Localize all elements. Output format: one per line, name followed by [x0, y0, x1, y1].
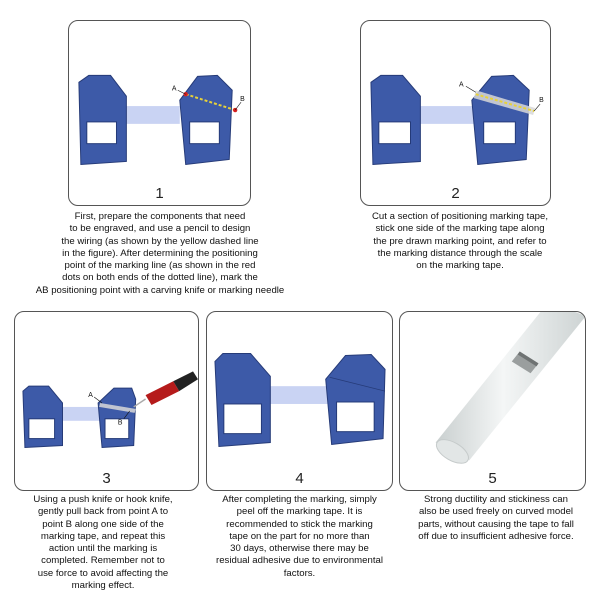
red-dot-b [233, 108, 237, 112]
step-1-caption: First, prepare the components that need to be engraved, and use a pencil to design the wiring (as shown by the yellow dashed line in the figure). After determining the positioning point of the marking line (as shown in the red dots on both ends of the dotted line), mark the AB positioning point with a carving knife or marking needle [35, 211, 285, 296]
step-2-illustration [361, 21, 550, 205]
label-b: B [539, 97, 544, 105]
step-2-panel [360, 20, 551, 206]
right-part-window [337, 402, 375, 432]
connector-bridge [61, 407, 101, 421]
step-number: 3 [102, 470, 111, 487]
step-1-illustration [69, 21, 250, 205]
right-part-window [190, 122, 220, 144]
step-number: 5 [488, 470, 497, 487]
knife-handle-red [146, 381, 180, 405]
left-part-window [379, 122, 411, 144]
leader-b [534, 104, 540, 111]
step-5-caption: Strong ductility and stickiness can also be used freely on curved model parts, without causing the tape to fall off due to insufficient adhesive force. [418, 494, 574, 542]
leader-a [178, 90, 186, 94]
step-5-illustration [400, 312, 585, 490]
label-b: B [240, 96, 245, 104]
connector-bridge [266, 386, 331, 404]
right-part-window [484, 122, 516, 144]
label-a: A [458, 81, 464, 89]
label-a: A [88, 392, 93, 400]
right-part [472, 75, 529, 164]
leader-b [235, 102, 241, 110]
step-3-panel [14, 311, 199, 491]
step-1-panel [68, 20, 251, 206]
red-dot-a [184, 92, 188, 96]
step-4-caption: After completing the marking, simply peel off the marking tape. It is recommended to stick the marking tape on the part for no more than 30 days, otherwise there may be residual adhesive due to environmental factors. [216, 494, 383, 579]
label-b: B [117, 419, 123, 427]
left-part-window [87, 122, 117, 144]
step-4-panel [206, 311, 393, 491]
leader-a [466, 86, 476, 92]
step-3-caption: Using a push knife or hook knife, gently pull back from point A to point B along one side of the marking tape, and repeat this action until the marking is completed. Remember not to use force to avoid affecting the marking effect. [33, 494, 173, 592]
step-number: 1 [155, 185, 164, 202]
step-5-panel [399, 311, 586, 491]
step-2-caption: Cut a section of positioning marking tape, stick one side of the marking tape along the pre drawn marking point, and refer to the marking distance through the scale on the marking tape. [372, 211, 548, 272]
connector-bridge [120, 106, 179, 124]
connector-bridge [415, 106, 476, 124]
right-part-window [105, 419, 129, 439]
left-part-window [29, 419, 55, 439]
step-number: 2 [451, 185, 460, 202]
step-4-illustration [207, 312, 392, 490]
right-part [180, 75, 232, 164]
left-part [79, 75, 126, 164]
left-part-window [224, 404, 262, 434]
step-number: 4 [295, 470, 304, 487]
tube [436, 312, 585, 460]
left-part [371, 75, 420, 164]
label-a: A [171, 85, 177, 93]
step-3-illustration [15, 312, 198, 490]
